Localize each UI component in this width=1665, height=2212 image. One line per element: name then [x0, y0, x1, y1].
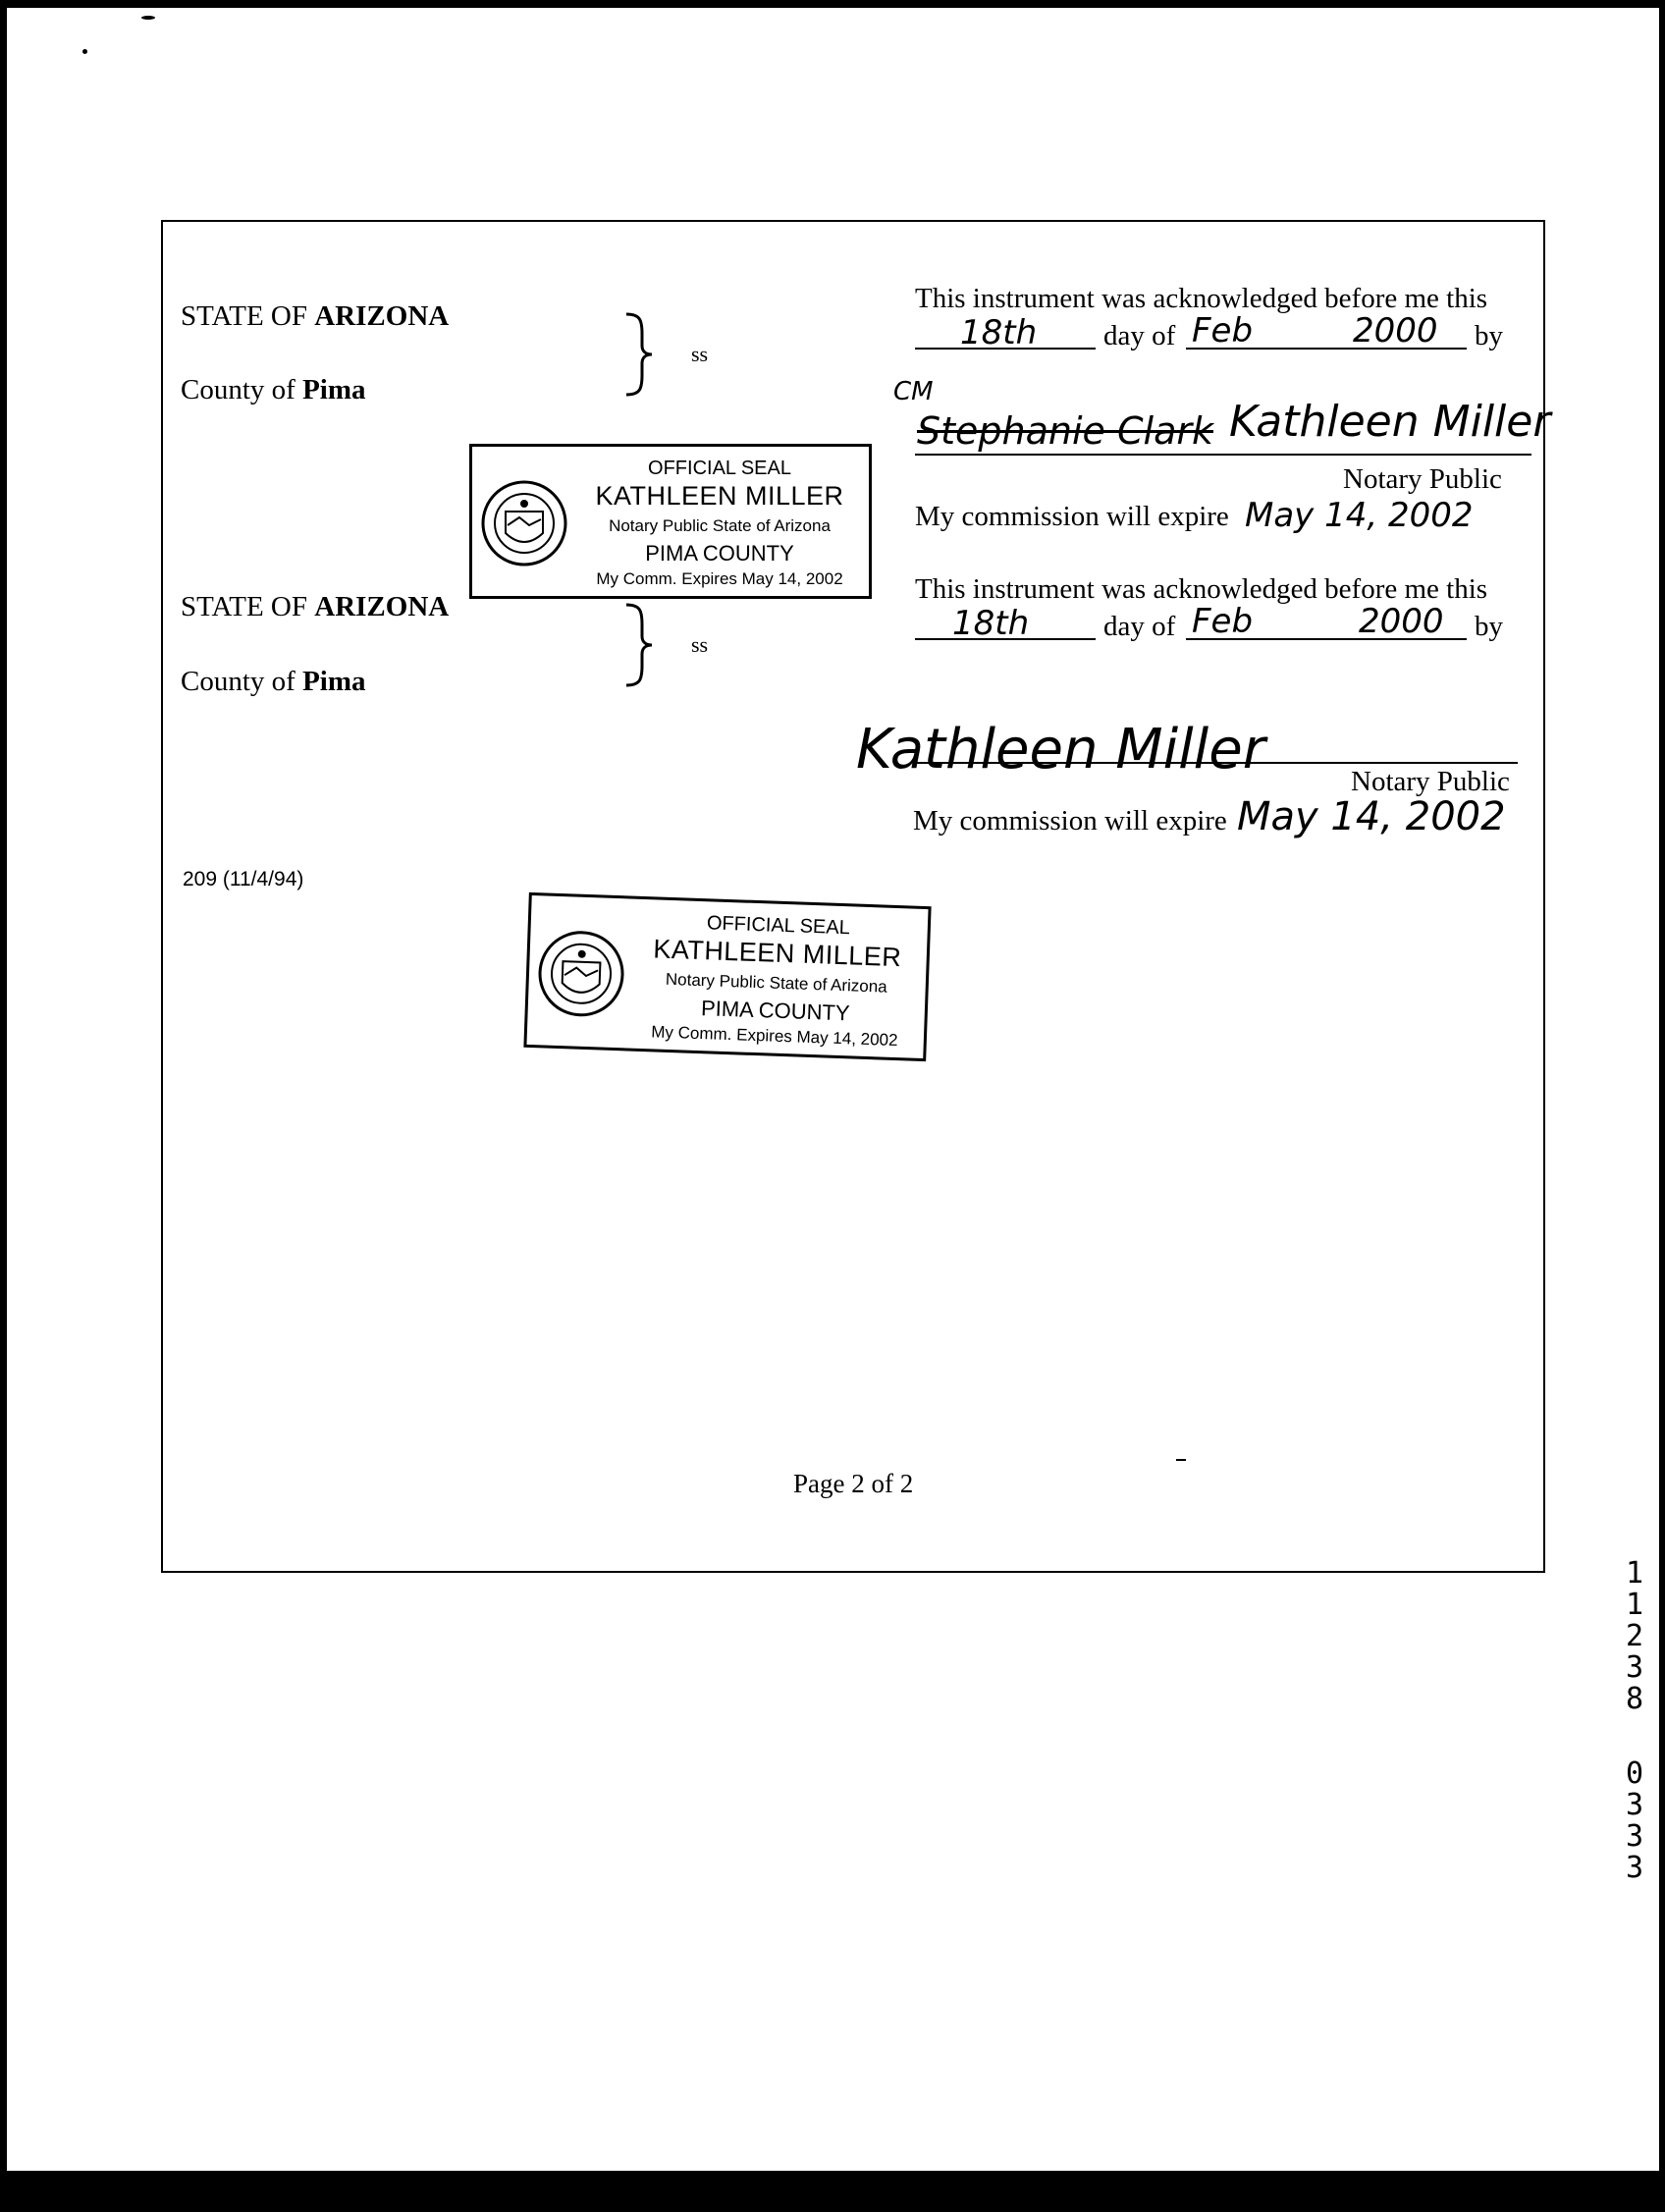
seal-name: KATHLEEN MILLER	[652, 934, 902, 973]
signature-line-1	[915, 454, 1531, 456]
handwritten-struck-name: Stephanie Clark	[917, 409, 1213, 453]
arizona-seal-icon	[480, 464, 568, 582]
stamp-digit: 2	[1625, 1619, 1644, 1653]
handwritten-month-1: Feb	[1192, 311, 1254, 351]
state-prefix: STATE OF	[181, 300, 307, 332]
notary-seal-stamp	[469, 444, 872, 599]
seal-title: OFFICIAL SEAL	[706, 912, 851, 940]
handwritten-expiry-2: May 14, 2002	[1237, 794, 1506, 839]
seal-name: KATHLEEN MILLER	[595, 481, 844, 511]
stamp-digit: 1	[1625, 1588, 1644, 1622]
stamp-digit: 3	[1625, 1650, 1644, 1685]
state-line-2	[181, 593, 449, 621]
handwritten-year-2: 2000	[1359, 602, 1444, 641]
by-text-2: by	[1475, 611, 1503, 642]
county-line-2	[181, 668, 366, 696]
stamp-digit: 3	[1625, 1819, 1644, 1854]
state-prefix: STATE OF	[181, 591, 307, 622]
scan-edge-top	[0, 0, 1665, 8]
scan-dash	[1176, 1459, 1186, 1461]
notary-seal-stamp	[523, 892, 931, 1061]
scan-speck	[82, 49, 87, 54]
handwritten-signature-1: Kathleen Miller	[1229, 397, 1551, 447]
notary-label-2: Notary Public	[1351, 766, 1510, 797]
stamp-digit: 3	[1625, 1851, 1644, 1885]
seal-role: Notary Public State of Arizona	[665, 969, 887, 997]
page-number: Page 2 of 2	[793, 1469, 914, 1498]
handwritten-expiry-1: May 14, 2002	[1245, 496, 1474, 535]
ack-text-2: This instrument was acknowledged before me this	[915, 573, 1488, 605]
signature-line-2	[915, 762, 1518, 764]
seal-expires: My Comm. Expires May 14, 2002	[651, 1022, 898, 1051]
ack-text-1: This instrument was acknowledged before me this	[915, 283, 1488, 314]
handwritten-initials: CM	[893, 377, 934, 406]
commission-text-2: My commission will expire	[913, 805, 1227, 836]
seal-expires: My Comm. Expires May 14, 2002	[596, 569, 843, 588]
ss-label: ss	[691, 632, 709, 657]
county-line-1	[181, 376, 366, 405]
brace-icon	[617, 310, 656, 399]
stamp-digit: 3	[1625, 1788, 1644, 1822]
county-prefix: County of	[181, 374, 295, 405]
handwritten-signature-2: Kathleen Miller	[856, 718, 1265, 782]
stamp-digit: 1	[1625, 1556, 1644, 1591]
handwritten-day-1: 18th	[960, 313, 1038, 352]
handwritten-month-2: Feb	[1192, 602, 1254, 641]
day-of-text-1: day of	[1103, 320, 1176, 351]
seal-county: PIMA COUNTY	[645, 541, 794, 566]
brace-icon	[617, 601, 656, 689]
scan-edge-right	[1659, 0, 1665, 2212]
state-line-1	[181, 302, 449, 331]
scan-edge-bottom	[0, 2171, 1665, 2212]
arizona-seal-icon	[535, 913, 627, 1034]
seal-role: Notary Public State of Arizona	[609, 516, 831, 535]
stamp-digit: 0	[1625, 1756, 1644, 1791]
county-name: Pima	[302, 374, 366, 405]
handwritten-day-2: 18th	[952, 604, 1030, 643]
seal-title: OFFICIAL SEAL	[648, 458, 791, 479]
scan-edge-left	[0, 0, 7, 2212]
state-name: ARIZONA	[314, 300, 450, 332]
commission-text-1: My commission will expire	[915, 501, 1229, 532]
county-name: Pima	[302, 666, 366, 697]
handwritten-year-1: 2000	[1353, 311, 1438, 351]
scan-speck	[141, 16, 155, 20]
seal-county: PIMA COUNTY	[700, 996, 851, 1026]
county-prefix: County of	[181, 666, 295, 697]
form-number: 209 (11/4/94)	[183, 868, 304, 890]
ss-label: ss	[691, 342, 709, 366]
state-name: ARIZONA	[314, 591, 450, 622]
stamp-digit: 8	[1625, 1682, 1644, 1716]
by-text-1: by	[1475, 320, 1503, 351]
day-of-text-2: day of	[1103, 611, 1176, 642]
notary-label-1: Notary Public	[1343, 463, 1502, 495]
